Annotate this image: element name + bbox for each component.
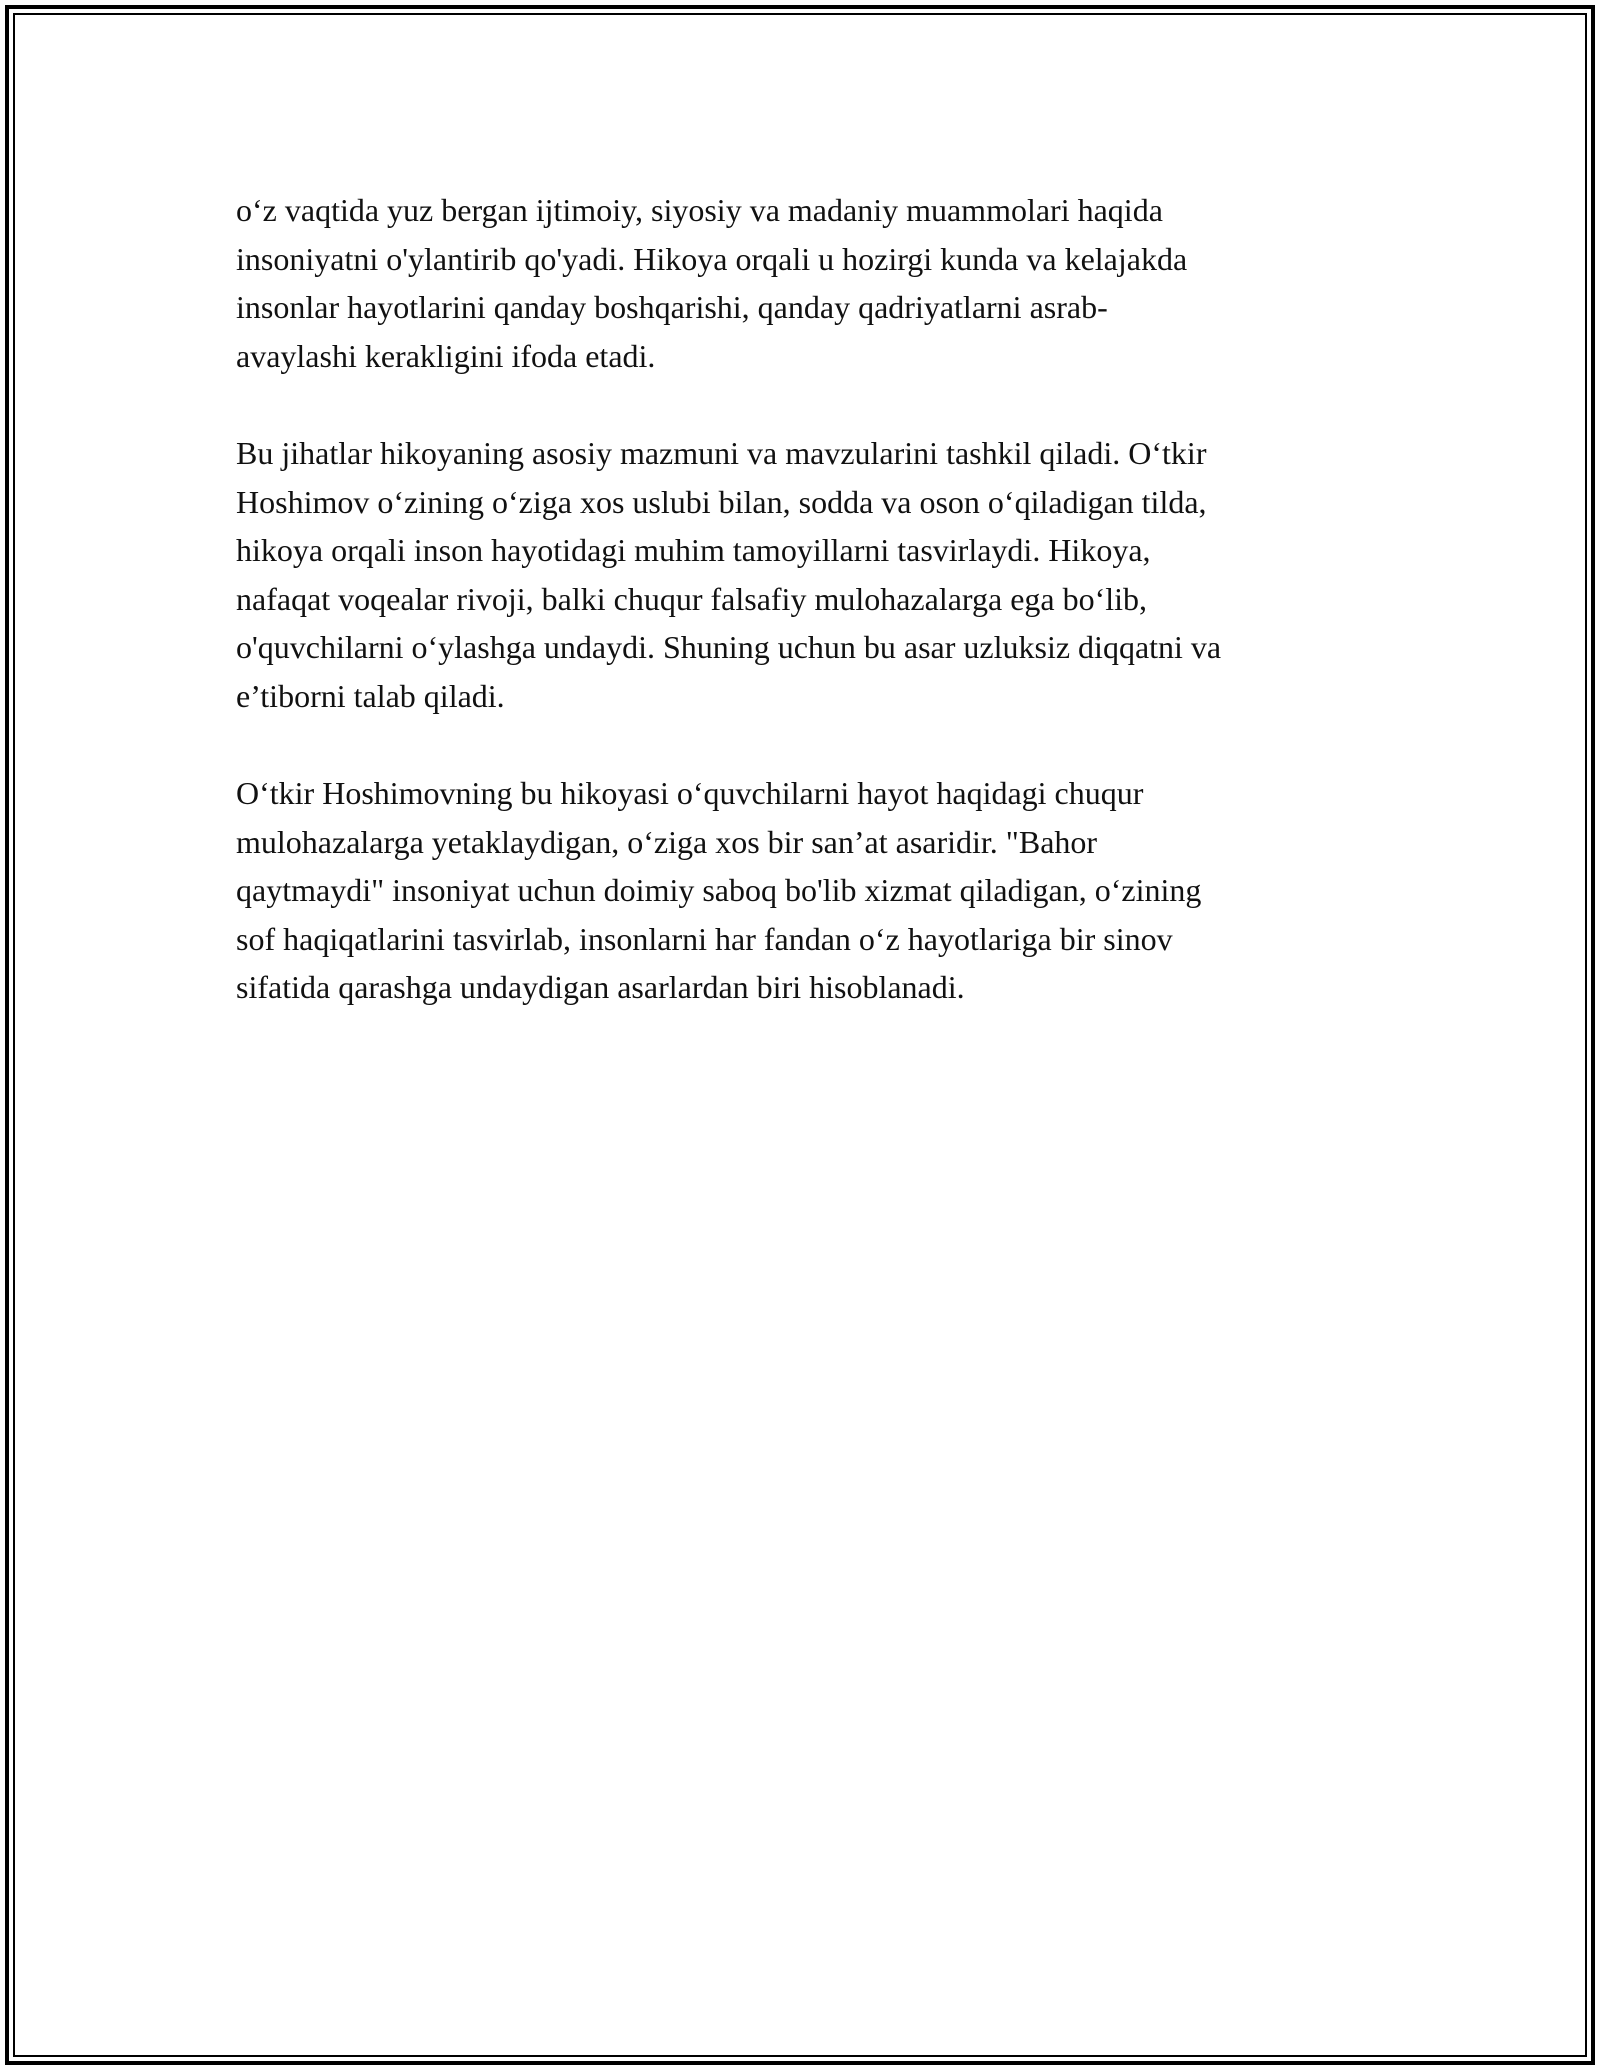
paragraph-3: O‘tkir Hoshimovning bu hikoyasi o‘quvchilarni hayot haqidagi chuqur mulohazalarga yetaklaydigan, o‘ziga xos bir san’at asaridir. "Bahor qaytmaydi" insoniyat uchun doimiy saboq bo'lib xizmat qiladigan, o‘zining sof haqiqatlarini tasvirlab, insonlarni har fandan o‘z hayotlariga bir sinov sifatida qarashga undaydigan asarlardan biri hisoblanadi. [236, 775, 1202, 1005]
document-body [236, 186, 1386, 1061]
paragraph-2: Bu jihatlar hikoyaning asosiy mazmuni va mavzularini tashkil qiladi. O‘tkir Hoshimov o‘zining o‘ziga xos uslubi bilan, sodda va oson o‘qiladigan tilda, hikoya orqali inson hayotidagi muhim tamoyillarni tasvirlaydi. Hikoya, nafaqat voqealar rivoji, balki chuqur falsafiy mulohazalarga ega bo‘lib, o'quvchilarni o‘ylashga undaydi. Shuning uchun bu asar uzluksiz diqqatni va e’tiborni talab qiladi. [236, 435, 1222, 714]
paragraph-1: o‘z vaqtida yuz bergan ijtimoiy, siyosiy va madaniy muammolari haqida insoniyatni o'ylantirib qo'yadi. Hikoya orqali u hozirgi kunda va kelajakda insonlar hayotlarini qanday boshqarishi, qanday qadriyatlarni asrab- avaylashi kerakligini ifoda etadi. [236, 192, 1188, 374]
